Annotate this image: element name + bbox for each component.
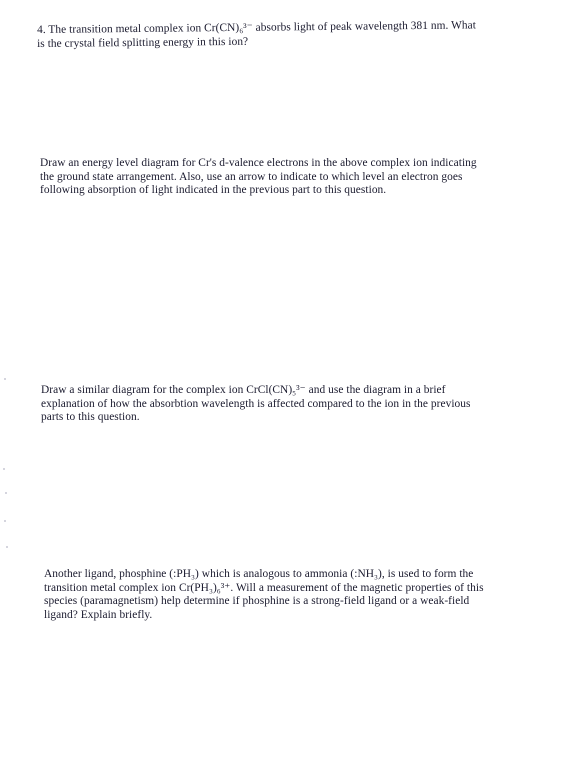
question-energy-diagram-line-2: the ground state arrangement. Also, use an arrow to indicate to which level an electron goes	[40, 170, 463, 183]
question-4-line-1: 4. The transition metal complex ion Cr(CN)₆³⁻ absorbs light of peak wavelength 381 nm. What	[37, 19, 477, 36]
question-similar-diagram	[41, 384, 471, 425]
question-phosphine-line-3: species (paramagnetism) help determine if phosphine is a strong-field ligand or a weak-field	[44, 595, 470, 608]
scan-speck	[4, 520, 6, 522]
question-4-intro	[37, 19, 477, 51]
question-phosphine-line-2: transition metal complex ion Cr(PH₃)₆³⁺. Will a measurement of the magnetic properties of this	[44, 581, 484, 594]
question-energy-diagram-line-3: following absorption of light indicated in the previous part to this question.	[40, 184, 387, 197]
scan-speck	[4, 378, 6, 380]
scan-speck	[3, 468, 5, 470]
question-similar-diagram-line-1: Draw a similar diagram for the complex ion CrCl(CN)₅³⁻ and use the diagram in a brief	[41, 384, 446, 396]
scan-speck	[5, 492, 7, 494]
question-phosphine-line-4: ligand? Explain briefly.	[44, 608, 153, 621]
question-energy-diagram	[40, 157, 477, 198]
question-energy-diagram-line-1: Draw an energy level diagram for Cr's d-valence electrons in the above complex ion indicating	[40, 157, 477, 169]
question-phosphine	[44, 568, 484, 622]
question-similar-diagram-line-3: parts to this question.	[41, 411, 140, 424]
scan-speck	[6, 546, 8, 548]
question-similar-diagram-line-2: explanation of how the absorbtion wavelength is affected compared to the ion in the previous	[41, 397, 471, 410]
question-4-line-2: is the crystal field splitting energy in this ion?	[37, 35, 249, 50]
question-phosphine-line-1: Another ligand, phosphine (:PH₃) which is analogous to ammonia (:NH₃), is used to form the	[44, 568, 474, 580]
